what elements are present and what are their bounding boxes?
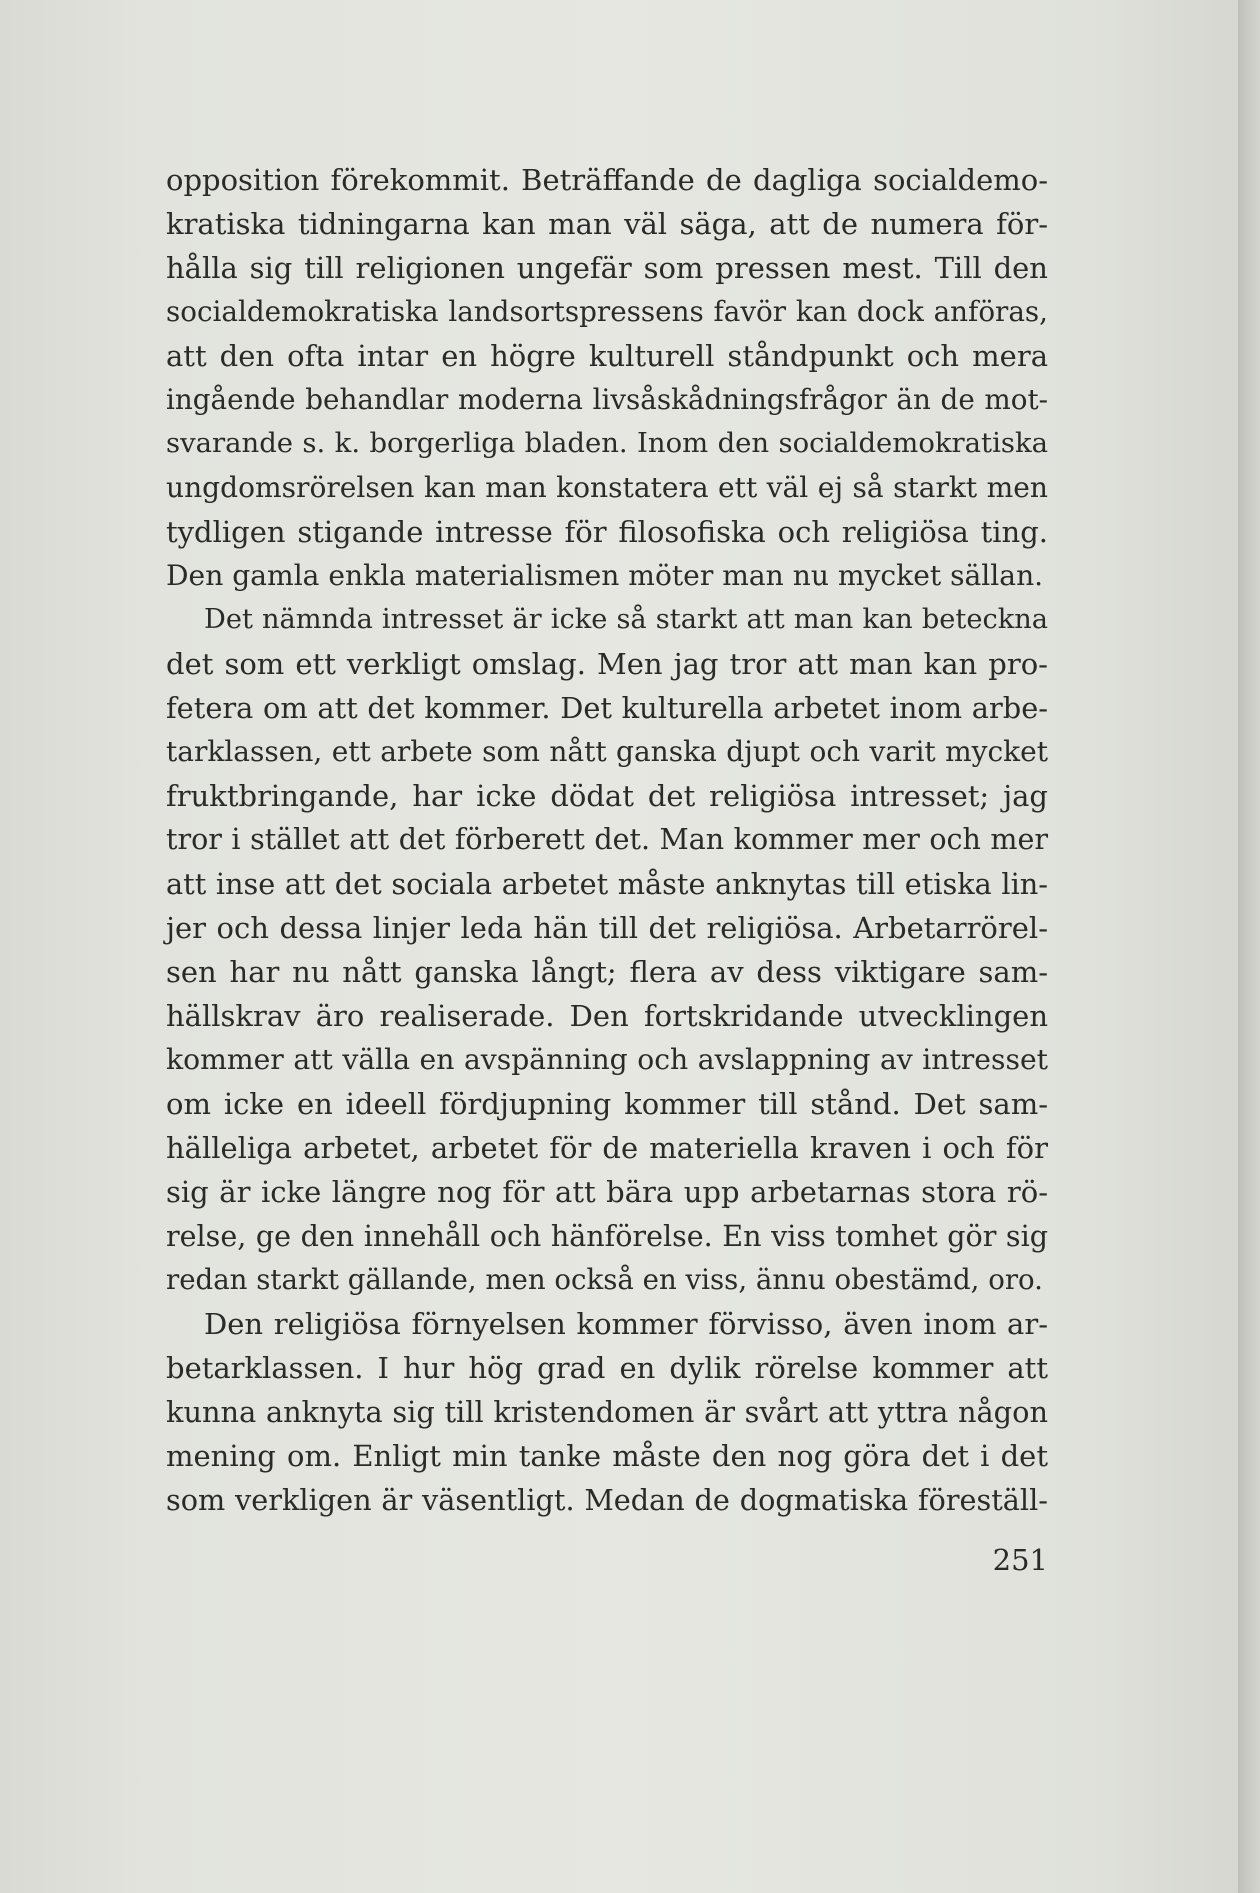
text-line: om icke en ideell fördjupning kommer till stånd. Det sam- [166, 1087, 1048, 1121]
text-line: redan starkt gällande, men också en viss, ännu obestämd, oro. [166, 1263, 1043, 1296]
text-line: ingående behandlar moderna livsåskådningsfrågor än de mot- [166, 383, 1048, 416]
text-line: jer och dessa linjer leda hän till det religiösa. Arbetarrörel- [166, 911, 1048, 945]
text-line: sig är icke längre nog för att bära upp arbetarnas stora rö- [166, 1175, 1048, 1209]
text-line: kommer att välla en avspänning och avslappning av intresset [166, 1043, 1048, 1076]
text-line: det som ett verkligt omslag. Men jag tror att man kan pro- [166, 647, 1048, 681]
text-line: mening om. Enligt min tanke måste den nog göra det i det [166, 1439, 1048, 1473]
text-line: tydligen stigande intresse för filosofiska och religiösa ting. [166, 515, 1048, 549]
text-line: Det nämnda intresset är icke så starkt att man kan beteckna [204, 604, 1048, 635]
text-line: Den gamla enkla materialismen möter man nu mycket sällan. [166, 559, 1044, 592]
text-line: kratiska tidningarna kan man väl säga, att de numera för- [166, 207, 1048, 241]
text-line: som verkligen är väsentligt. Medan de dogmatiska föreställ- [166, 1483, 1048, 1517]
text-line: hälleliga arbetet, arbetet för de materiella kraven i och för [166, 1131, 1048, 1165]
text-line: tarklassen, ett arbete som nått ganska djupt och varit mycket [166, 735, 1048, 768]
text-line: kunna anknyta sig till kristendomen är svårt att yttra någon [166, 1395, 1048, 1429]
text-line: hällskrav äro realiserade. Den fortskridande utvecklingen [166, 999, 1048, 1033]
text-line: sen har nu nått ganska långt; flera av dess viktigare sam- [166, 955, 1048, 989]
body-text [166, 158, 1048, 1522]
page-edge [1238, 0, 1260, 1893]
text-line: hålla sig till religionen ungefär som pressen mest. Till den [166, 251, 1048, 285]
page-number: 251 [992, 1543, 1048, 1577]
text-line: socialdemokratiska landsortspressens favör kan dock anföras, [166, 295, 1048, 328]
text-line: fetera om att det kommer. Det kulturella arbetet inom arbe- [166, 691, 1048, 725]
text-line: Den religiösa förnyelsen kommer förvisso, även inom ar- [204, 1307, 1048, 1341]
text-line: ungdomsrörelsen kan man konstatera ett väl ej så starkt men [166, 471, 1048, 504]
text-line: relse, ge den innehåll och hänförelse. En viss tomhet gör sig [166, 1219, 1048, 1253]
text-line: att den ofta intar en högre kulturell ståndpunkt och mera [166, 339, 1048, 373]
text-line: fruktbringande, har icke dödat det religiösa intresset; jag [166, 779, 1048, 813]
text-line: att inse att det sociala arbetet måste anknytas till etiska lin- [166, 867, 1048, 901]
text-line: opposition förekommit. Beträffande de dagliga socialdemo- [166, 163, 1048, 197]
text-line: svarande s. k. borgerliga bladen. Inom den socialdemokratiska [166, 428, 1048, 459]
text-line: betarklassen. I hur hög grad en dylik rörelse kommer att [166, 1351, 1048, 1385]
text-line: tror i stället att det förberett det. Man kommer mer och mer [166, 823, 1048, 856]
